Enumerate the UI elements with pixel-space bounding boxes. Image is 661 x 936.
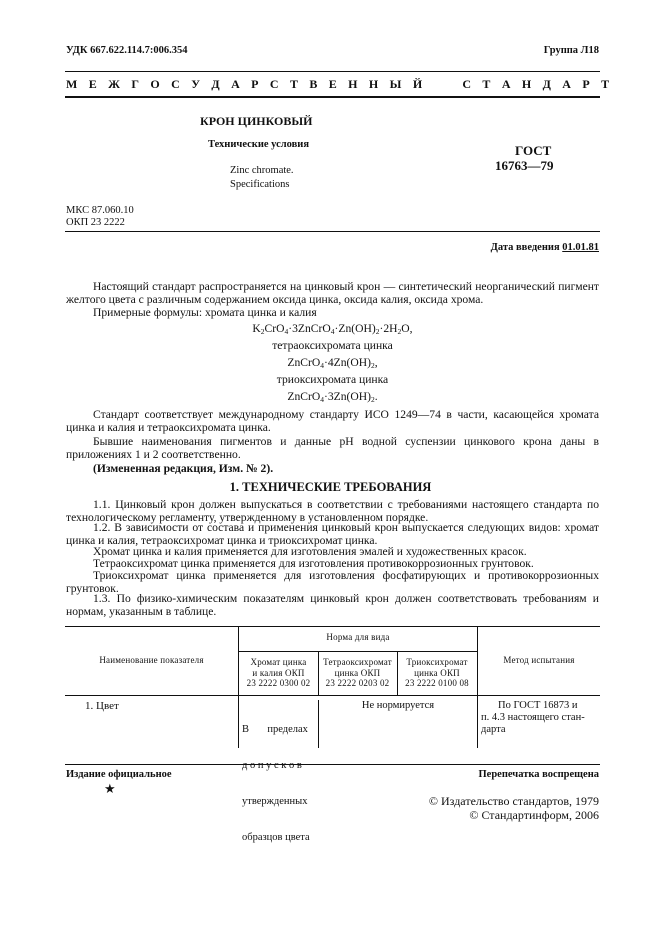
- clause-1-3: 1.3. По физико-химическим показателям цинковый крон должен соответствовать требованиям и нормам, указанным в таблице.: [66, 592, 599, 619]
- paragraph-scope: Настоящий стандарт распространяется на цинковый крон — синтетический неорганический пигмент желтого цвета с различным содержанием оксида цинка, оксида калия, оксида хрома.: [66, 280, 599, 307]
- intro-date: [491, 242, 599, 253]
- standard-subtitle: Технические условия: [208, 139, 310, 150]
- clause-1-2-c: Триоксихромат цинка применяется для изготовления фосфатирующих и противокоррозионных грунтовок.: [66, 569, 599, 596]
- group-code: Группа Л18: [543, 45, 599, 56]
- table-subheader-trioxy: [397, 657, 477, 689]
- table-header-bottom: [65, 695, 600, 696]
- table-row-color-name: 1. Цвет: [85, 700, 119, 712]
- color-value-line3: утвержденных: [242, 796, 308, 807]
- gost-label: ГОСТ: [515, 143, 552, 158]
- table-col-divider-4: [477, 626, 478, 748]
- table-header-method: Метод испытания: [503, 655, 575, 665]
- clause-1-2: 1.2. В зависимости от состава и применения цинковый крон выпускается следующих видов: хромат цинка и калия, тетраоксихромат цинка и триоксихромат цинка.: [66, 521, 599, 548]
- method-line1: По ГОСТ 16873 и: [498, 700, 578, 711]
- intro-date-label: Дата введения: [490, 242, 560, 253]
- paragraph-amendment: (Измененная редакция, Изм. № 2).: [93, 462, 274, 475]
- udk-code: УДК 667.622.114.7:006.354: [66, 45, 188, 56]
- paragraph-iso: Стандарт соответствует международному стандарту ИСО 1249—74 в части, касающейся хромата цинка и калия и тетраоксихромата цинка.: [66, 408, 599, 435]
- formula-label-tetraoxychromate: тетраоксихромата цинка: [272, 339, 393, 352]
- method-line3: дарта: [481, 724, 506, 735]
- table-row-color-value-1: [242, 700, 310, 868]
- subheader-3-line3: 23 2222 0100 08: [405, 678, 469, 688]
- okp-code: ОКП 23 2222: [66, 217, 125, 228]
- subheader-3-line1: Триоксихромат: [406, 657, 468, 667]
- subheader-1-line2: и калия ОКП: [252, 667, 305, 678]
- table-header-norm: Норма для вида: [326, 632, 390, 642]
- formula-tetraoxychromate: $ZnCrO_4\cdot 4Zn(OH)_2$,: [287, 356, 378, 370]
- table-top-border: [65, 626, 600, 627]
- paragraph-formulas-intro: Примерные формулы: хромата цинка и калия: [93, 306, 317, 319]
- color-value-line4: образцов цвета: [242, 832, 310, 843]
- standard-title: КРОН ЦИНКОВЫЙ: [200, 114, 313, 128]
- table-subheader-tetraoxy: [318, 657, 397, 689]
- table-row-color-method: [481, 700, 585, 736]
- header-rule-bottom: [65, 96, 600, 98]
- paragraph-appendices: Бывшие наименования пигментов и данные pH водной суспензии цинкового крона даны в приложениях 1 и 2 соответственно.: [66, 435, 599, 462]
- table-subheader-zinc-potassium: [239, 657, 318, 689]
- method-line2: п. 4.3 настоящего стан-: [481, 712, 585, 723]
- english-title-line1: Zinc chromate.: [230, 165, 294, 176]
- codes-rule: [65, 231, 600, 232]
- subheader-1-line1: Хромат цинка: [250, 657, 307, 667]
- subheader-3-line2: цинка ОКП: [414, 667, 460, 678]
- official-edition: Издание официальное: [66, 769, 172, 780]
- intro-date-value: 01.01.81: [562, 242, 599, 253]
- table-row-color-value-23: Не нормируется: [361, 700, 435, 711]
- clause-1-2-a: Хромат цинка и калия применяется для изготовления эмалей и художественных красок.: [93, 545, 527, 558]
- copyright-1979: © Издательство стандартов, 1979: [428, 794, 599, 808]
- mks-code: МКС 87.060.10: [66, 205, 134, 216]
- section-heading: 1. ТЕХНИЧЕСКИЕ ТРЕБОВАНИЯ: [229, 480, 432, 494]
- footer-rule: [65, 764, 600, 765]
- clause-1-2-b: Тетраоксихромат цинка применяется для изготовления противокоррозионных грунтовок.: [93, 557, 534, 570]
- formula-label-trioxychromate: триоксихромата цинка: [276, 373, 389, 386]
- subheader-2-line2: цинка ОКП: [334, 667, 381, 678]
- subheader-1-line3: 23 2222 0300 02: [246, 678, 311, 688]
- color-value-line1: В пределах: [242, 724, 308, 735]
- formula-zinc-potassium-chromate: $K_2CrO_4\cdot 3ZnCrO_4\cdot Zn(OH)_2\cdot 2H_2O$,: [252, 322, 413, 336]
- table-header-indicator: Наименование показателя: [99, 655, 204, 665]
- gost-number: 16763—79: [495, 158, 554, 173]
- star-icon: ★: [104, 781, 116, 796]
- subheader-2-line3: 23 2222 0203 02: [325, 678, 390, 688]
- copyright-2006: © Стандартинформ, 2006: [469, 808, 599, 822]
- color-value-line2: д о п у с к о в: [242, 760, 302, 771]
- reprint-prohibited: Перепечатка воспрещена: [478, 769, 599, 780]
- header-rule-top: [65, 71, 600, 72]
- english-title-line2: Specifications: [230, 179, 290, 190]
- table-norm-divider: [238, 651, 477, 652]
- formula-trioxychromate: $ZnCrO_4\cdot 3Zn(OH)_2$.: [287, 390, 378, 404]
- clause-1-1: 1.1. Цинковый крон должен выпускаться в соответствии с требованиями настоящего стандарта по технологическому регламенту, утвержденному в установленном порядке.: [66, 498, 599, 525]
- interstate-standard-banner: М Е Ж Г О С У Д А Р С Т В Е Н Н Ы Й С Т А Н Д А Р Т: [66, 77, 614, 91]
- subheader-2-line1: Тетраоксихромат: [323, 657, 392, 667]
